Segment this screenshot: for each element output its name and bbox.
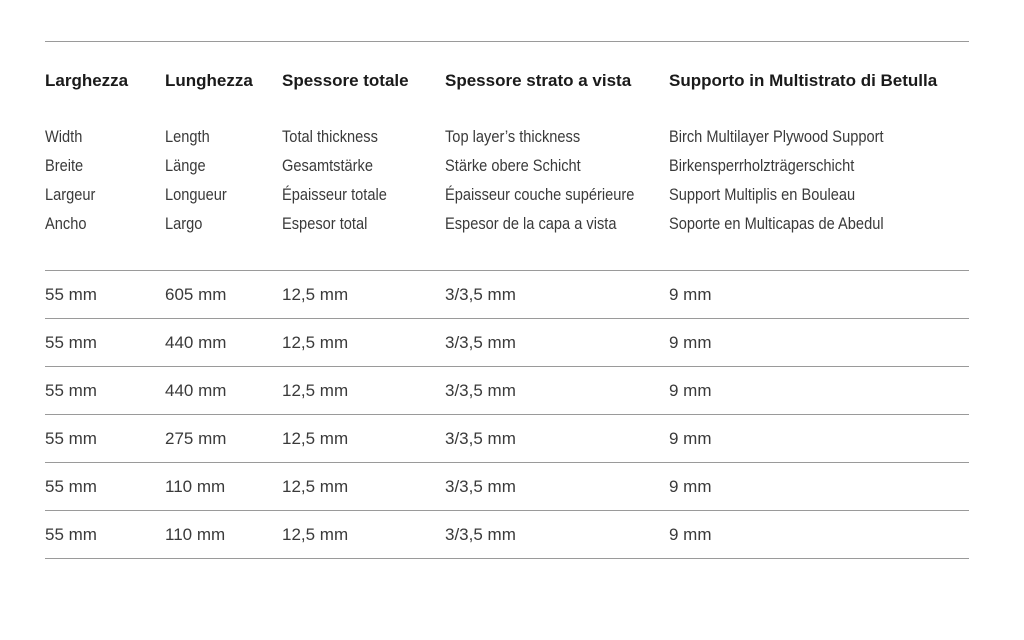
cell-top-layer: 3/3,5 mm xyxy=(445,332,516,352)
cell-width: 55 mm xyxy=(45,284,97,304)
header-cell-length: Lunghezza xyxy=(165,71,253,90)
table-row xyxy=(45,511,969,558)
cell-top-layer: 3/3,5 mm xyxy=(445,428,516,448)
cell-length: 440 mm xyxy=(165,380,227,400)
table-bottom-rule xyxy=(45,558,969,559)
translations-length: Length Länge Longueur Largo xyxy=(165,127,227,233)
cell-total-thickness: 12,5 mm xyxy=(282,284,349,304)
cell-length: 605 mm xyxy=(165,284,227,304)
cell-length: 110 mm xyxy=(165,476,226,496)
cell-support: 9 mm xyxy=(669,524,712,544)
cell-support: 9 mm xyxy=(669,332,712,352)
cell-support: 9 mm xyxy=(669,476,712,496)
cell-width: 55 mm xyxy=(45,380,97,400)
translations-block xyxy=(45,120,969,270)
cell-support: 9 mm xyxy=(669,380,712,400)
cell-support: 9 mm xyxy=(669,428,712,448)
cell-total-thickness: 12,5 mm xyxy=(282,332,349,352)
header-cell-total-thickness: Spessore totale xyxy=(282,71,409,90)
translations-total-thickness: Total thickness Gesamtstärke Épaisseur totale Espesor total xyxy=(282,127,387,233)
header-cell-width: Larghezza xyxy=(45,71,129,90)
spec-table xyxy=(45,41,969,559)
cell-total-thickness: 12,5 mm xyxy=(282,524,349,544)
cell-width: 55 mm xyxy=(45,428,97,448)
cell-length: 110 mm xyxy=(165,524,226,544)
header-row xyxy=(45,42,969,120)
translations-support: Birch Multilayer Plywood Support Birkensperrholzträgerschicht Support Multiplis en Bouleau Soporte en Multicapas de Abedul xyxy=(669,127,884,233)
cell-support: 9 mm xyxy=(669,284,712,304)
translations-top-layer: Top layer’s thickness Stärke obere Schicht Épaisseur couche supérieure Espesor de la capa a vista xyxy=(445,127,635,233)
table-row xyxy=(45,271,969,318)
table-row xyxy=(45,367,969,414)
cell-top-layer: 3/3,5 mm xyxy=(445,476,516,496)
header-cell-support: Supporto in Multistrato di Betulla xyxy=(669,71,938,90)
cell-top-layer: 3/3,5 mm xyxy=(445,284,516,304)
cell-total-thickness: 12,5 mm xyxy=(282,476,349,496)
header-cell-top-layer: Spessore strato a vista xyxy=(445,71,632,90)
cell-total-thickness: 12,5 mm xyxy=(282,380,349,400)
cell-width: 55 mm xyxy=(45,332,97,352)
cell-length: 275 mm xyxy=(165,428,227,448)
cell-total-thickness: 12,5 mm xyxy=(282,428,349,448)
table-row xyxy=(45,463,969,510)
cell-width: 55 mm xyxy=(45,524,97,544)
table-row xyxy=(45,415,969,462)
table-row xyxy=(45,319,969,366)
cell-length: 440 mm xyxy=(165,332,227,352)
translations-width: Width Breite Largeur Ancho xyxy=(45,127,96,233)
cell-width: 55 mm xyxy=(45,476,97,496)
cell-top-layer: 3/3,5 mm xyxy=(445,524,516,544)
cell-top-layer: 3/3,5 mm xyxy=(445,380,516,400)
